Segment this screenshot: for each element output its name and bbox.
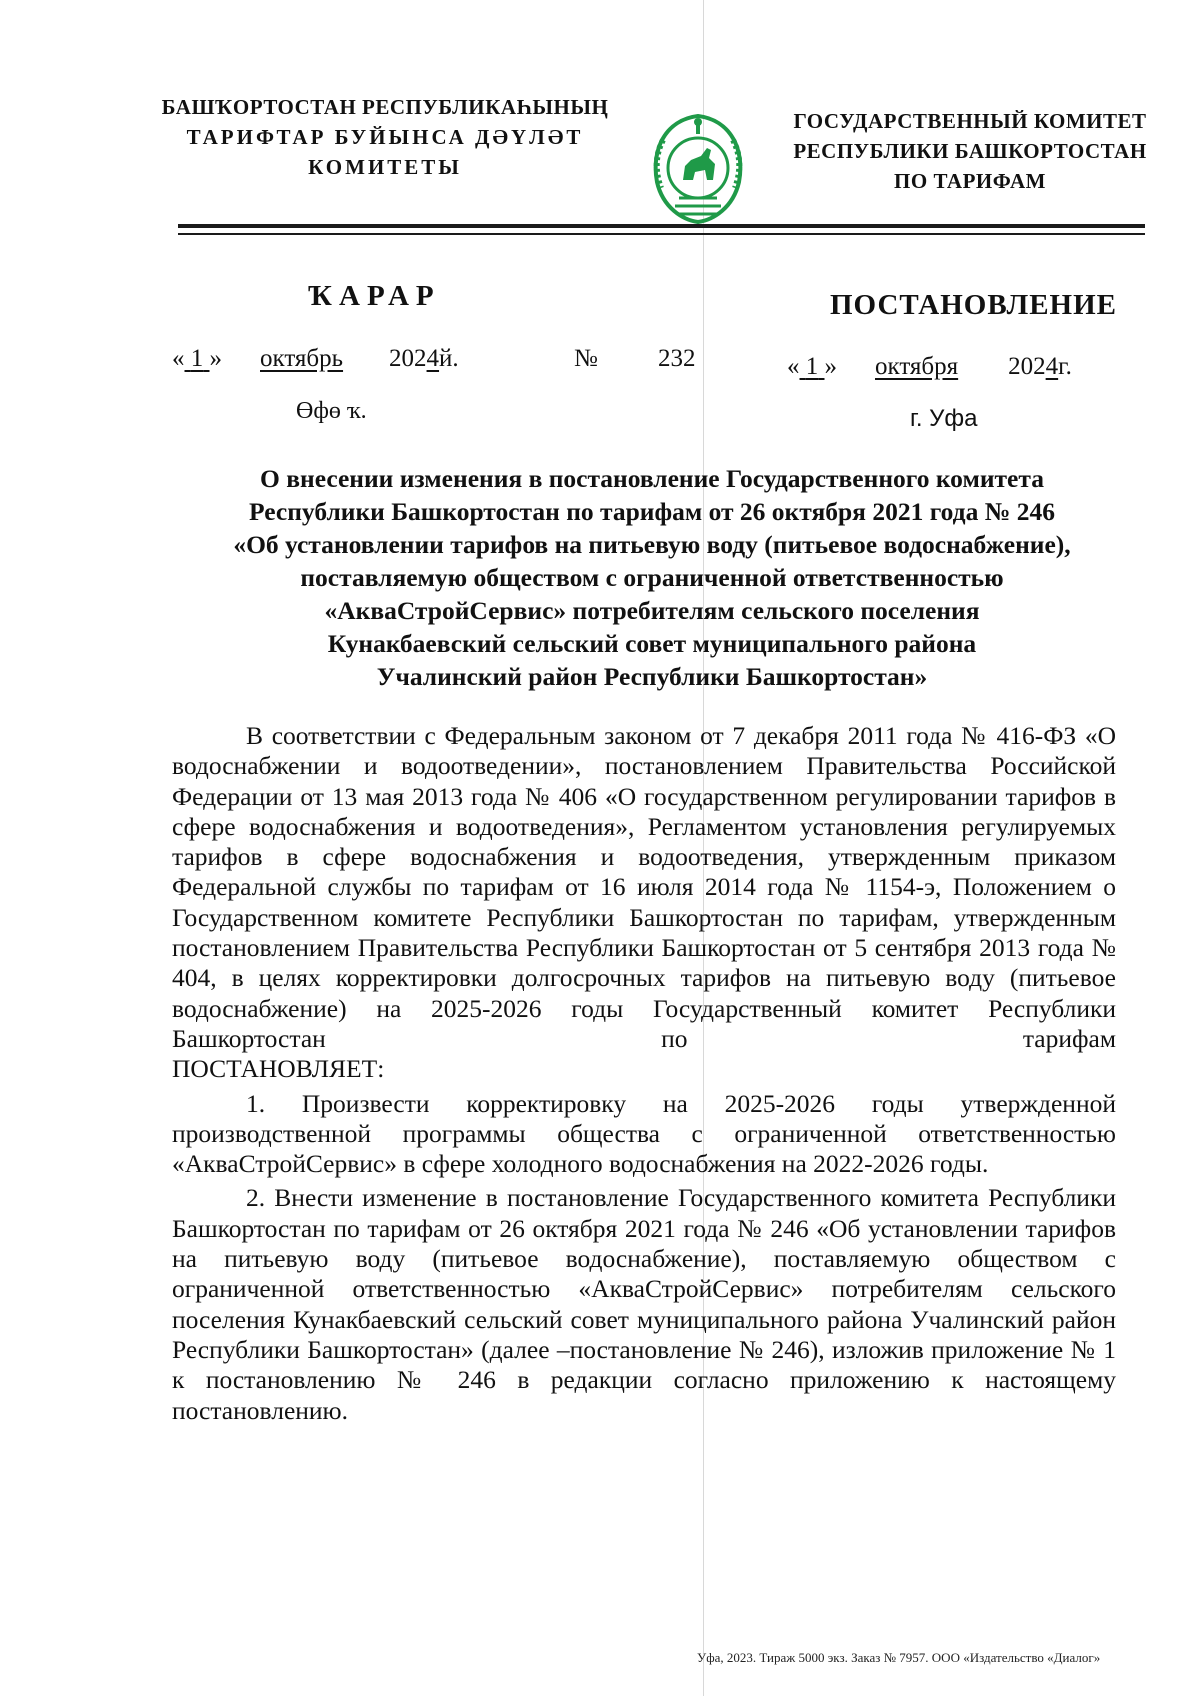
date-close-quote: » bbox=[209, 345, 222, 372]
date-year-prefix: 202 bbox=[389, 345, 427, 372]
title-line: «Об установлении тарифов на питьевую воду (питьевое водоснабжение), bbox=[233, 530, 1071, 559]
date-year-digit: 4 bbox=[426, 345, 440, 372]
decree-label-bashkir: ҠАРАР bbox=[308, 280, 441, 312]
header-russian-line-2: РЕСПУБЛИКИ БАШКОРТОСТАН bbox=[793, 139, 1147, 163]
title-line: поставляемую обществом с ограниченной ответственностью bbox=[300, 563, 1004, 592]
decree-number-sign: № bbox=[574, 345, 598, 372]
date-day: 1 bbox=[190, 345, 204, 372]
header-bashkir-line-2: ТАРИФТАР БУЙЫНСА ДӘҮЛӘТ bbox=[186, 125, 584, 149]
bashkortostan-emblem-icon bbox=[643, 110, 753, 230]
header-bashkir-line-1: БАШҠОРТОСТАН РЕСПУБЛИКАҺЫНЫҢ bbox=[161, 95, 609, 119]
document-body bbox=[172, 721, 1116, 1426]
preamble-paragraph: В соответствии с Федеральным законом от 7 декабря 2011 года № 416-ФЗ «О водоснабжении и водоотведении», постановлением Правительства Российской Федерации от 13 мая 2013 года № 406 «О государственном регулировании тарифов в сфере водоснабжения и водоотведения», Регламентом установления регулируемых тарифов в сфере водоснабжения и водоотведения, утвержденным приказом Федеральной службы по тарифам от 16 июля 2014 года № 1154-э, Положением о Государственном комитете Республики Башкортостан по тарифам, утвержденным постановлением Правительства Республики Башкортостан от 5 сентября 2013 года № 404, в целях корректировки долгосрочных тарифов на питьевую воду (питьевое водоснабжение) на 2025-2026 годы Государственный комитет Республики Башкортостан по тарифам bbox=[172, 721, 1116, 1053]
date-day: 1 bbox=[805, 353, 819, 380]
date-close-quote: » bbox=[824, 353, 837, 380]
date-year-suffix: й. bbox=[439, 345, 459, 372]
date-month: октябрь bbox=[260, 345, 344, 372]
decree-label-russian: ПОСТАНОВЛЕНИЕ bbox=[830, 289, 1118, 321]
title-line: Учалинский район Республики Башкортостан» bbox=[376, 662, 928, 691]
decree-date-bashkir bbox=[172, 345, 459, 373]
header-russian-line-1: ГОСУДАРСТВЕННЫЙ КОМИТЕТ bbox=[793, 109, 1147, 133]
date-month: октября bbox=[875, 353, 959, 380]
title-line: О внесении изменения в постановление Государственного комитета bbox=[260, 464, 1044, 493]
title-line: Кунакбаевский сельский совет муниципального района bbox=[327, 629, 977, 658]
date-open-quote: « bbox=[787, 353, 800, 380]
decree-date-russian bbox=[787, 353, 1072, 381]
date-year-suffix: г. bbox=[1058, 353, 1072, 380]
decree-number: 232 bbox=[658, 345, 696, 372]
title-line: Республики Башкортостан по тарифам от 26 октября 2021 года № 246 bbox=[249, 497, 1055, 526]
date-year-prefix: 202 bbox=[1008, 353, 1046, 380]
header-rule-thin bbox=[178, 233, 1145, 235]
title-line: «АкваСтройСервис» потребителям сельского поселения bbox=[324, 596, 980, 625]
document-title bbox=[172, 462, 1132, 693]
header-bashkir-line-3: КОМИТЕТЫ bbox=[308, 155, 462, 179]
item-2-paragraph: 2. Внести изменение в постановление Государственного комитета Республики Башкортостан по тарифам от 26 октября 2021 года № 246 «Об установлении тарифов на питьевую воду (питьевое водоснабжение), поставляемую обществом с ограниченной ответственностью «АкваСтройСервис» потребителям сельского поселения Кунакбаевский сельский совет муниципального района Учалинский район Республики Башкортостан» (далее –постановление № 246), изложив приложение № 1 к постановлению № 246 в редакции согласно приложению к настоящему постановлению. bbox=[172, 1183, 1116, 1425]
header-bashkir bbox=[160, 92, 610, 182]
header-russian bbox=[780, 106, 1160, 196]
header-rule-thick bbox=[178, 224, 1145, 228]
date-open-quote: « bbox=[172, 345, 185, 372]
header-russian-line-3: ПО ТАРИФАМ bbox=[894, 169, 1046, 193]
city-bashkir: Өфө ҡ. bbox=[296, 398, 367, 424]
resolves-line: ПОСТАНОВЛЯЕТ: bbox=[172, 1054, 385, 1084]
city-russian: г. Уфа bbox=[910, 405, 978, 432]
date-year-digit: 4 bbox=[1045, 353, 1059, 380]
item-1-paragraph: 1. Произвести корректировку на 2025-2026 годы утвержденной производственной программы общества с ограниченной ответственностью «АкваСтройСервис» в сфере холодного водоснабжения на 2022-2026 годы. bbox=[172, 1088, 1116, 1179]
print-footer: Уфа, 2023. Тираж 5000 экз. Заказ № 7957. ООО «Издательство «Диалог» bbox=[697, 1650, 1101, 1665]
